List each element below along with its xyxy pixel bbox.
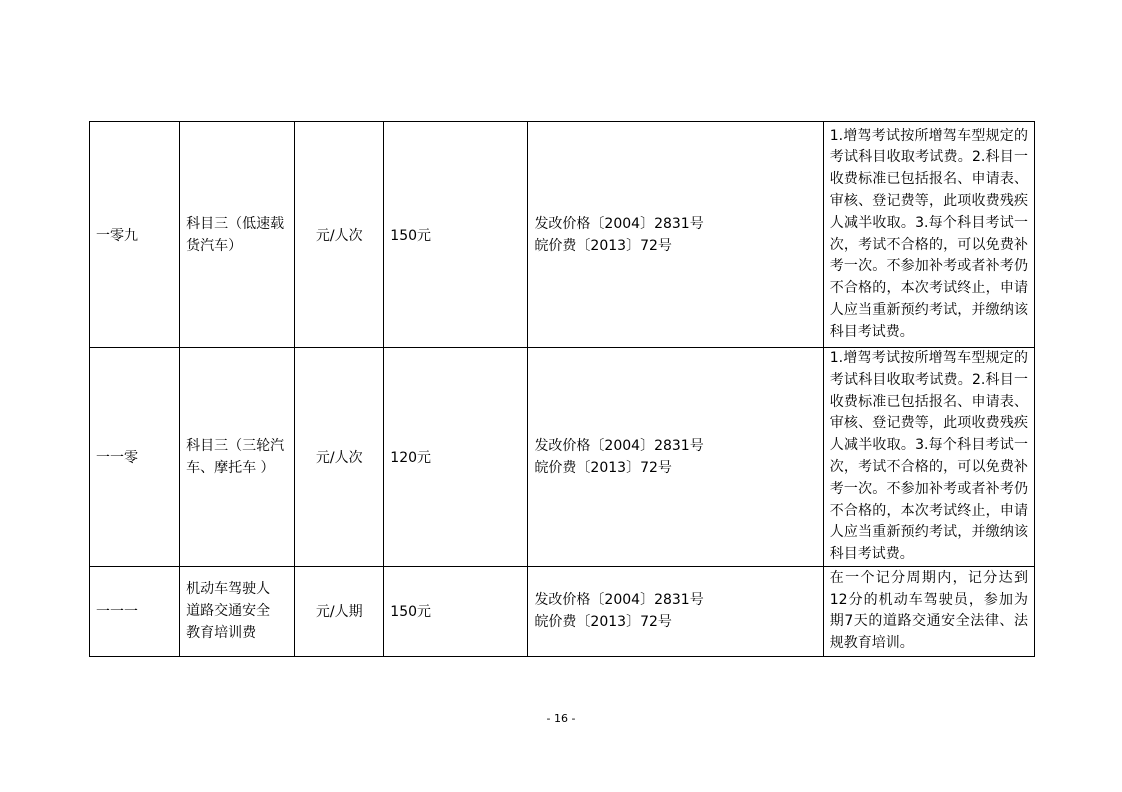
fee-standard: 150元 [384,122,528,348]
fee-basis [528,348,823,567]
fee-note: 1.增驾考试按所增驾车型规定的考试科目收取考试费。2.科目一收费标准已包括报名、申请表、审核、登记费等，此项收费残疾人减半收取。3.每个科目考试一次，考试不合格的，可以免费补考一次。不参加补考或者补考仍不合格的，本次考试终止，申请人应当重新预约考试，并缴纳该科目考试费。 [823,122,1034,348]
row-index: 一零九 [90,122,180,348]
fee-item [180,122,295,348]
fee-note: 1.增驾考试按所增驾车型规定的考试科目收取考试费。2.科目一收费标准已包括报名、申请表、审核、登记费等，此项收费残疾人减半收取。3.每个科目考试一次，考试不合格的，可以免费补考一次。不参加补考或者补考仍不合格的，本次考试终止，申请人应当重新预约考试，并缴纳该科目考试费。 [823,348,1034,567]
fee-unit: 元/人次 [295,348,384,567]
fee-item [180,348,295,567]
fee-item-line: 货汽车） [186,237,243,254]
basis-line: 皖价费〔2013〕72号 [534,459,672,476]
basis-line: 发改价格〔2004〕2831号 [534,437,704,454]
fee-table [89,121,1035,657]
fee-basis [528,122,823,348]
basis-line: 发改价格〔2004〕2831号 [534,592,704,609]
fee-note: 在一个记分周期内，记分达到12分的机动车驾驶员，参加为期7天的道路交通安全法律、法规教育培训。 [823,566,1034,656]
basis-line: 皖价费〔2013〕72号 [534,237,672,254]
fee-item-line: 机动车驾驶人 [186,581,271,598]
fee-standard: 120元 [384,348,528,567]
row-index: 一一一 [90,566,180,656]
page-number: - 16 - [546,712,576,725]
fee-item-line: 车、摩托车 ） [186,459,275,476]
fee-item-line: 科目三（三轮汽 [186,437,285,454]
basis-line: 发改价格〔2004〕2831号 [534,215,704,232]
fee-item-line: 道路交通安全 [186,603,271,620]
table-row [90,348,1035,567]
fee-standard: 150元 [384,566,528,656]
fee-unit: 元/人期 [295,566,384,656]
fee-item [180,566,295,656]
row-index: 一一零 [90,348,180,567]
fee-item-line: 教育培训费 [186,625,257,642]
table-row [90,122,1035,348]
fee-basis [528,566,823,656]
table-row [90,566,1035,656]
fee-unit: 元/人次 [295,122,384,348]
fee-item-line: 科目三（低速载 [186,215,285,232]
basis-line: 皖价费〔2013〕72号 [534,614,672,631]
